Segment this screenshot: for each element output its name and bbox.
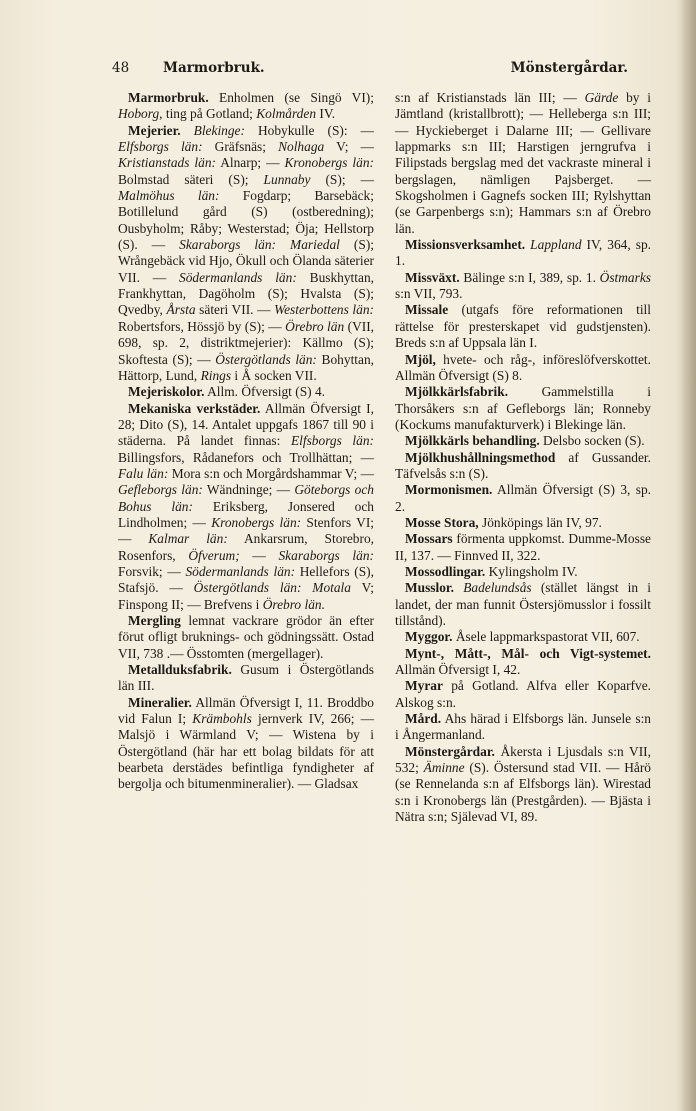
entry-text: IV. — [316, 106, 336, 122]
entry-place-italic: Elfsborgs län: — [290, 433, 374, 449]
index-entry — [395, 515, 651, 531]
entry-text: Stenfors VI; — — [118, 514, 374, 547]
entry-text: Gammelstilla i Thorsåkers s:n af Gefleborgs län; Ronneby (Kockums manufakturverk) i Blekinge län. — [395, 384, 651, 432]
header-right-title: Mönstergårdar. — [510, 60, 628, 76]
entry-place-italic: Skaraborgs län: — [179, 237, 277, 253]
index-entry — [395, 450, 651, 483]
index-entry — [395, 564, 651, 580]
entry-headword: Mekaniska verkstäder. — [128, 400, 261, 416]
entry-text: Robertsfors, Hössjö by (S); — — [118, 318, 286, 334]
entry-place-italic: Westerbottens län: — [274, 302, 374, 318]
entry-text: jernverk IV, 266; — Malsjö i Wärmland V; — Wistena by i Östergötland (här har ett bolag bildats för att bearbeta derstädes befintliga fyndigheter af bergolja och bitumenmineralier). — Gladsax — [118, 711, 375, 792]
entry-text: Fogdarp; Barsebäck; Botillelund gård (S) (ostberedning); Ousbyholm; Råby; Westerstad; Öja; Hellstorp (S). — — [118, 188, 374, 253]
entry-headword: Mergling — [128, 613, 181, 628]
entry-text: ting på Gotland; — [162, 106, 257, 122]
page-edge-shadow — [680, 0, 696, 1111]
entry-text — [301, 580, 312, 595]
entry-text: by i Jämtland (kristallbrott); — Helleberga s:n III; — Hyckieberget i Dalarne III; — Gellivare lappmarks s:n III; Harstigen jerngrufva i Filipstads bergslag med det vackraste mineral i bergslagen, nämligen Pajsberget. — Skogsholmen i Gagnefs socken III; Rylshyttan (se Garpenbergs s:n); Hammars s:n af Örebro län. — [395, 90, 651, 236]
entry-text: Åkersta i Ljusdals s:n VII, 532; — [395, 743, 651, 776]
entry-text: Bolmstad säteri (S); — [118, 171, 264, 187]
index-entry — [118, 662, 374, 695]
entry-text: IV, 364, sp. 1. — [395, 237, 651, 269]
entry-text: V; Finspong II; — Brefvens i — [118, 580, 374, 612]
entry-headword: Mård. — [405, 711, 442, 727]
entry-text: (stället längst in i landet, der man funnit Östersjömusslor i fossilt tillstånd). — [395, 580, 651, 628]
entry-place-italic: Årsta — [166, 302, 196, 318]
index-entry — [395, 711, 651, 744]
entry-place-italic: Kalmar län: — [148, 531, 228, 547]
index-entry — [395, 531, 651, 564]
entry-place-italic: Kronobergs län: — [284, 155, 374, 171]
entry-headword: Mosse Stora, — [405, 514, 479, 530]
index-entry — [395, 580, 651, 629]
entry-text — [181, 123, 194, 138]
index-entry — [395, 90, 651, 237]
entry-text: — — [239, 547, 279, 563]
entry-place-italic: Gärde — [584, 90, 619, 105]
entry-headword: Metallduksfabrik. — [128, 662, 232, 678]
entry-headword: Mjöl, — [405, 351, 436, 367]
entry-text: i Å socken VII. — [231, 367, 317, 383]
entry-text: V; — — [324, 139, 374, 155]
index-entry — [118, 90, 374, 123]
entry-place-italic: Äminne — [423, 760, 465, 776]
entry-headword: Marmorbruk. — [128, 90, 209, 105]
entry-place-italic: Gefleborgs län: — [118, 482, 203, 498]
entry-text: Buskhyttan, Frankhyttan, Dagöholm (S); Hvalsta (S); Qvedby, — [118, 269, 374, 318]
index-entry — [118, 401, 374, 613]
index-entry — [395, 352, 651, 385]
entry-text: af Gussander. Täfvelsås s:n (S). — [395, 449, 651, 481]
index-entry — [395, 482, 651, 515]
entry-place-italic: Rings — [200, 367, 232, 383]
index-entry — [118, 613, 374, 662]
entry-headword: Mejerier. — [128, 122, 181, 138]
entry-text: Bälinge s:n I, 389, sp. 1. — [459, 269, 600, 285]
entry-place-italic: Lunnaby — [263, 171, 311, 187]
index-entry — [395, 237, 651, 270]
entry-text: Kylingsholm IV. — [485, 563, 578, 579]
entry-place-italic: Badelundsås — [463, 580, 532, 596]
index-entry — [395, 384, 651, 433]
index-entry — [118, 123, 374, 385]
entry-headword: Mynt-, Mått-, Mål- och Vigt-systemet. — [405, 645, 651, 661]
left-column — [118, 90, 374, 793]
entry-headword: Mejeriskolor. — [128, 384, 205, 400]
entry-text — [276, 237, 290, 252]
entry-text: s:n VII, 793. — [395, 286, 463, 302]
entry-text: Allm. Öfversigt (S) 4. — [204, 384, 325, 400]
entry-text: Hobykulle (S): — — [244, 122, 374, 138]
index-entry — [395, 433, 651, 449]
index-entry — [395, 302, 651, 351]
entry-headword: Mossodlingar. — [405, 563, 486, 579]
entry-headword: Mossars — [405, 531, 453, 547]
entry-text: Bohyttan, Hättorp, Lund, — [118, 351, 375, 383]
entry-place-italic: Motala — [312, 580, 351, 596]
entry-text: förmenta uppkomst. Dumme-Mosse II, 137. — Finnved II, 322. — [395, 531, 651, 563]
entry-place-italic: Östergötlands län: — [193, 580, 302, 596]
entry-headword: Mjölkhushållningsmethod — [405, 449, 556, 465]
entry-place-italic: Blekinge: — [193, 122, 245, 138]
entry-text: Jönköpings län IV, 97. — [478, 514, 602, 530]
entry-place-italic: Hoborg, — [118, 106, 163, 122]
entry-text: Delsbo socken (S). — [539, 433, 645, 449]
entry-text: (S). Östersund stad VII. — Hårö (se Rennelanda s:n af Elfsborgs län). Wirestad s:n i Kronobergs län (Prestgården). — Bjästa i Nätra s:n; Själevad VI, 89. — [395, 760, 651, 825]
entry-place-italic: Mariedal — [290, 237, 340, 253]
entry-text: Gräfsnäs; — [202, 139, 279, 155]
index-entry — [395, 270, 651, 303]
entry-text: (S); — — [310, 171, 374, 187]
index-entry — [395, 646, 651, 679]
entry-place-italic: Södermanlands län: — [179, 269, 297, 285]
entry-place-italic: Kronobergs län: — [211, 514, 302, 530]
entry-text: på Gotland. Alfva eller Koparfve. Alskog s:n. — [395, 678, 651, 710]
entry-headword: Myggor. — [405, 629, 453, 645]
entry-text: Allmän Öfversigt I, 28; Dito (S), 14. Antalet uppgafs 1867 till 90 i städerna. På landet finnas: — [118, 400, 374, 449]
entry-place-italic: Lappland — [530, 237, 582, 253]
entry-text: hvete- och råg-, införeslöfverskottet. Allmän Öfversigt (S) 8. — [395, 351, 651, 383]
entry-place-italic: Öfverum; — [188, 547, 240, 563]
entry-text: (utgafs före reformationen till rättelse för presterskapet vid gudstjensten). Breds s:n af Uppsala län I. — [395, 302, 651, 351]
entry-place-italic: Östergötlands län: — [215, 351, 317, 367]
entry-text: Ahs härad i Elfsborgs län. Junsele s:n i Ångermanland. — [395, 711, 651, 743]
entry-headword: Mjölkkärlsfabrik. — [405, 384, 509, 400]
entry-text: Gusum i Östergötlands län III. — [118, 662, 374, 694]
entry-place-italic: Göteborgs och Bohus län: — [118, 482, 374, 514]
page-number: 48 — [112, 60, 130, 76]
entry-text — [454, 580, 463, 595]
entry-place-italic: Krämbohls — [192, 711, 252, 727]
entry-headword: Mjölkkärls behandling. — [405, 433, 540, 449]
entry-text: (S); Wrångebäck vid Hjo, Ökull och Ölanda säterier VII. — — [118, 237, 374, 285]
entry-text: Alnarp; — — [215, 155, 285, 171]
header-left-title: Marmorbruk. — [163, 60, 265, 76]
entry-place-italic: Skaraborgs län: — [278, 547, 375, 563]
entry-text: Hellefors (S), Stafsjö. — — [118, 563, 374, 596]
entry-text: Eriksberg, Jonsered och Lindholmen; — — [118, 498, 374, 530]
entry-text: Allmän Öfversigt (S) 3, sp. 2. — [395, 482, 651, 514]
entry-place-italic: Kolmården — [256, 106, 317, 122]
entry-text: Enholmen (se Singö VI); — [208, 90, 374, 105]
entry-place-italic: Örebro län — [285, 318, 345, 334]
entry-text: Billingsfors, Rådanefors och Trollhättan; — — [118, 449, 374, 465]
entry-headword: Mormonismen. — [405, 482, 493, 498]
entry-text: säteri VII. — — [195, 302, 275, 318]
entry-text: Åsele lappmarkspastorat VII, 607. — [452, 629, 640, 645]
entry-text: Forsvik; — — [118, 563, 186, 579]
entry-place-italic: Södermanlands län: — [185, 563, 296, 579]
entry-text: Ankarsrum, Storebro, Rosenfors, — [118, 531, 375, 563]
entry-text: Mora s:n och Morgårdshammar V; — — [168, 465, 374, 481]
running-header — [110, 60, 640, 82]
entry-headword: Myrar — [405, 678, 443, 694]
entry-text: Wändninge; — — [202, 482, 295, 498]
entry-text: lemnat vackrare grödor än efter förut ofligt bruknings- och gödningssätt. Ostad VII, 738 .— Össtomten (mergellager). — [118, 613, 374, 661]
entry-text: s:n af Kristianstads län III; — — [395, 90, 585, 105]
entry-place-italic: Östmarks — [599, 269, 651, 285]
entry-text: Allmän Öfversigt I, 42. — [395, 662, 521, 678]
index-entry — [118, 695, 374, 793]
entry-place-italic: Falu län: — [118, 465, 169, 481]
index-entry — [395, 744, 651, 826]
index-entry — [395, 629, 651, 645]
right-column — [395, 90, 651, 825]
entry-headword: Musslor. — [405, 580, 454, 596]
entry-place-italic: Örebro län. — [262, 596, 325, 612]
index-entry — [395, 678, 651, 711]
entry-headword: Missale — [405, 302, 449, 318]
entry-place-italic: Kristianstads län: — [118, 155, 216, 171]
entry-headword: Missväxt. — [405, 269, 460, 285]
entry-headword: Mineralier. — [128, 694, 192, 710]
entry-place-italic: Malmöhus län: — [118, 188, 220, 204]
entry-text: Allmän Öfversigt I, 11. Broddbo vid Falun I; — [118, 694, 374, 727]
entry-place-italic: Nolhaga — [278, 139, 325, 155]
entry-headword: Missionsverksamhet. — [405, 237, 526, 253]
entry-text: (VII, 698, sp. 2, distriktmejerier): Källmo (S); Skoftesta (S); — — [118, 318, 375, 367]
entry-headword: Mönstergårdar. — [405, 743, 495, 759]
entry-place-italic: Elfsborgs län: — [118, 139, 203, 155]
index-entry — [118, 384, 374, 400]
